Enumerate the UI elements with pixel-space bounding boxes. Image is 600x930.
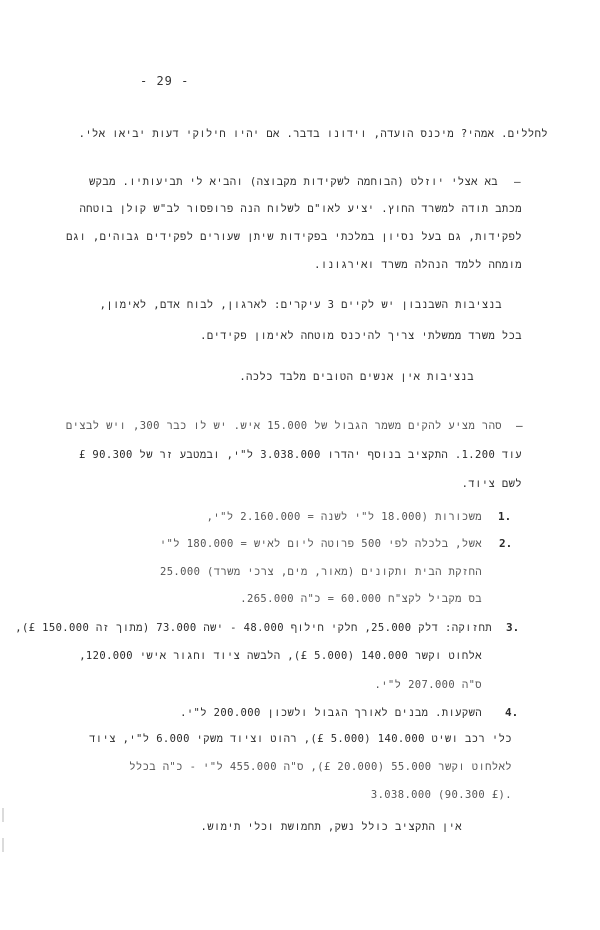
paragraph-line: עוד 1.200. התקציב בנוסף יהדרו 3.038.000 ל"י, ובמטבע זר של 90.300 £	[78, 449, 522, 461]
item-line: משכורות (18.000 ל"י לשנה = 2.160.000 ל"י,	[206, 511, 482, 523]
item-line: אלחוט וקשר 140.000 (5.000 £), הלבשה ציוד וחגור אישי 120.000,	[79, 650, 482, 662]
paragraph-line: מכתב תודה למשרד החוץ. יציע לאו"ם לשלוח הנה פרופסור לב"ש קולן בוטחה	[79, 203, 522, 215]
closing-line: אין התקציב כולל נשק, תחמושת וכלי תימוש.	[200, 821, 462, 833]
item-line: לאלחוט וקשר 55.000 (20.000 £), ס"ה 455.000 ל"י - כ"ה בכלל	[129, 761, 512, 773]
scan-edge-mark	[2, 808, 4, 822]
item-line: כלי רכב ושיט 140.000 (5.000 £), רהוט וציוד משקי 6.000 ל"י, ציוד	[89, 733, 512, 745]
scan-edge-mark	[2, 838, 4, 852]
paragraph-line: מומחה ללמד הנהלה משרד ואירגונו.	[314, 259, 522, 271]
paragraph-line: בכל משרד ממשלתי צריך להיכנס מוטחה לאימון פקידים.	[200, 330, 522, 342]
paragraph-line: בנציבות השבנבון יש לקיים 3 עיקרים: לארגון, לבוח אדם, לאימון,	[99, 299, 502, 311]
item-line: ס"ה 207.000 ל"י.	[374, 679, 482, 691]
item-number: 2.	[499, 537, 513, 550]
item-line: תחזוקה: דלק 25.000, חלקי חילוף 48.000 - ישה 73.000 (מתוך זה 150.000 £),	[15, 622, 492, 634]
dash-bullet-2: –	[516, 419, 523, 432]
dash-bullet-1: –	[514, 175, 521, 188]
item-line: בס מקביל לקצ"ח 60.000 = כ"ה 265.000.	[240, 593, 482, 605]
paragraph-line: בנציבות אין אנשים הטובים מלבד כלכה.	[239, 371, 474, 383]
item-number: 1.	[498, 510, 512, 523]
page-number: - 29 -	[140, 74, 190, 88]
item-number: 3.	[506, 621, 520, 634]
paragraph-line: בא אצלי יוזלט (הבוחמה לשקידות מקבוצה) והביא לי תביעותיו. מבקש	[88, 176, 498, 188]
paragraph-line: לחללים. אמהי? מיכנס הועדה, וידונו בדבר. אם יהיו חילוקי דעות יביאו אלי.	[78, 128, 548, 140]
item-line: השקעות. מבנים לאורך הגבול ולשכון 200.000 ל"י.	[180, 707, 482, 719]
item-number: 4.	[505, 706, 519, 719]
item-line: 3.038.000 (90.300 £).	[370, 789, 512, 801]
paragraph-line: לפקידות, גם בעל נסיון במלכתי בפקידות שיתן שעורים לפקידים גבוהים, וגם	[66, 231, 522, 243]
item-line: אשל, בלכלה לפי 500 פרוטה ליום לאיש = 180.000 ל"י	[159, 538, 482, 550]
paragraph-line: לשם ציוד.	[461, 478, 522, 490]
paragraph-line: סהר מציע להקים משמר הגבול של 15.000 איש. יש לו כבר 300, ויש לבצים	[65, 420, 502, 432]
item-line: החזקת הבית ותקונים (מאור, מים, צרכי משרד) 25.000	[159, 566, 482, 578]
